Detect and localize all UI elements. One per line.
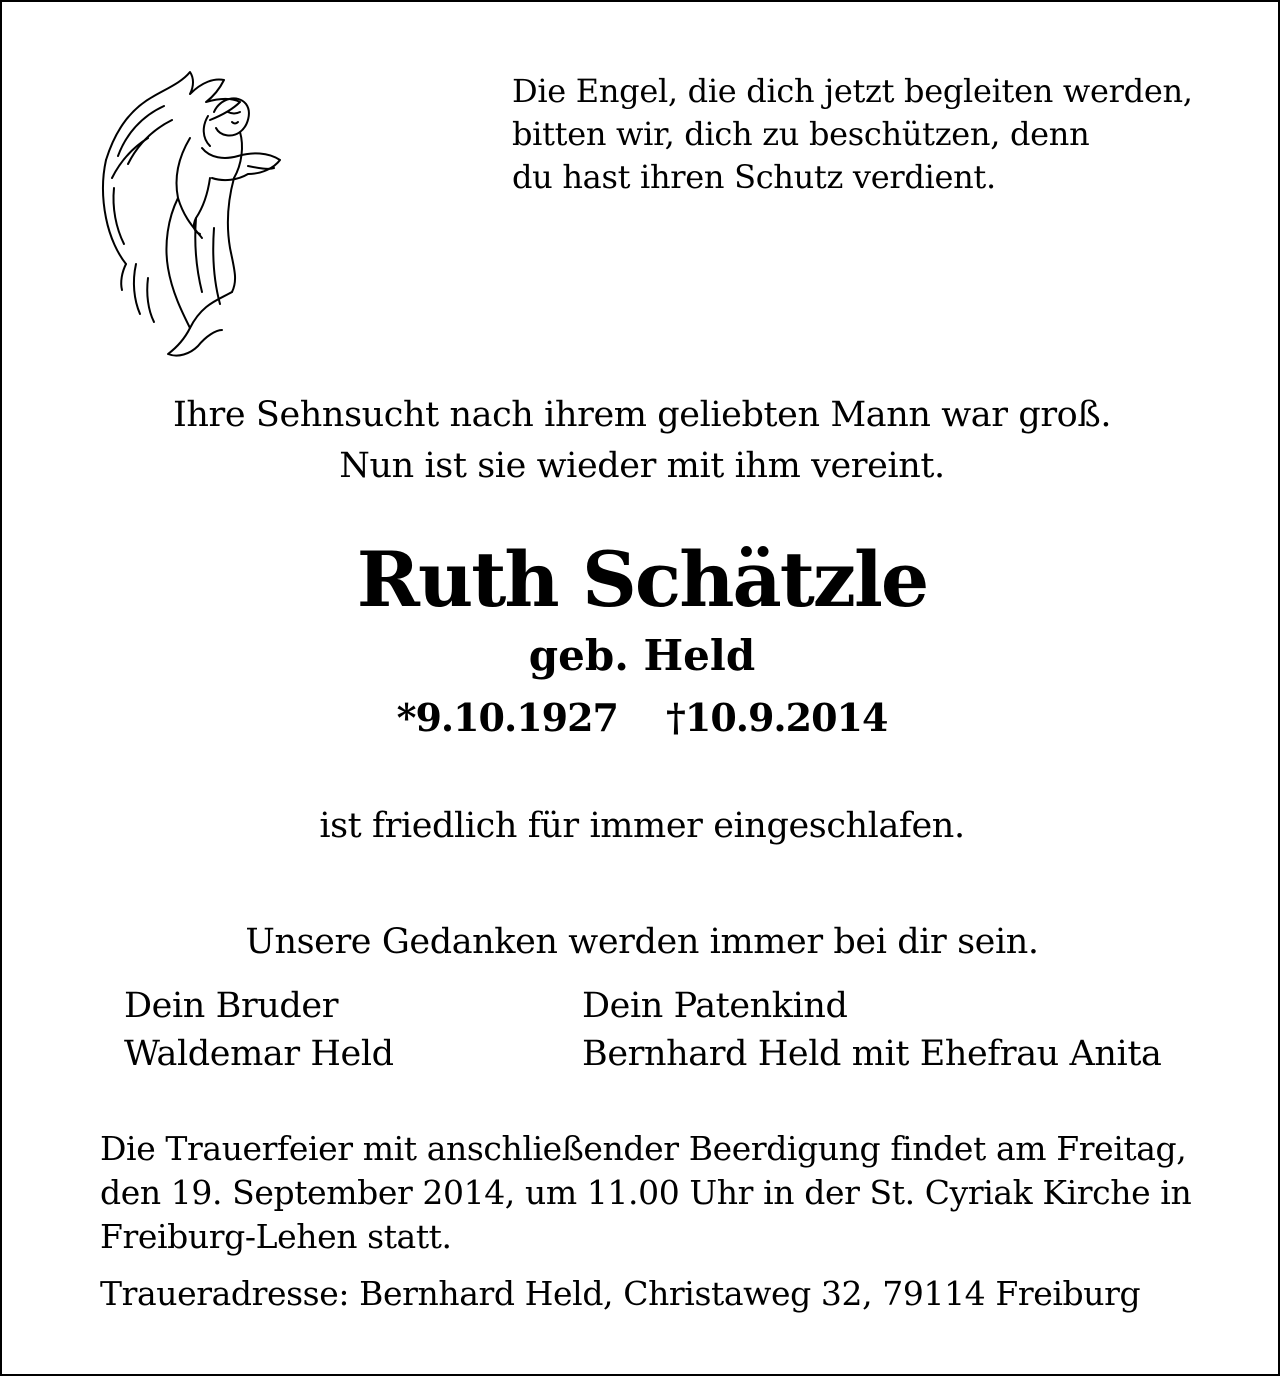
intro-text	[2, 390, 1280, 492]
poem-line: du hast ihren Schutz verdient.	[512, 158, 996, 196]
mourner-brother	[124, 982, 394, 1078]
mourner-relation: Dein Patenkind	[582, 986, 848, 1026]
funeral-service-info	[100, 1127, 1200, 1259]
mourner-name: Bernhard Held mit Ehefrau Anita	[582, 1034, 1162, 1074]
mourner-name: Waldemar Held	[124, 1034, 394, 1074]
mourner-godchild	[582, 982, 1161, 1078]
poem-line: bitten wir, dich zu beschützen, denn	[512, 115, 1090, 153]
deceased-name: Ruth Schätzle	[356, 535, 928, 624]
service-line: Freiburg-Lehen statt.	[100, 1217, 452, 1256]
death-date: †10.9.2014	[666, 695, 888, 740]
statement: ist friedlich für immer eingeschlafen.	[319, 806, 965, 846]
birth-date: *9.10.1927	[396, 695, 618, 740]
intro-line: Nun ist sie wieder mit ihm vereint.	[339, 446, 945, 486]
angel-icon	[98, 68, 294, 364]
maiden-name: geb. Held	[528, 631, 756, 680]
mourning-address: Traueradresse: Bernhard Held, Christaweg 32, 79114 Freiburg	[100, 1274, 1141, 1313]
mourner-relation: Dein Bruder	[124, 986, 339, 1026]
service-line: Die Trauerfeier mit anschließender Beerdigung findet am Freitag,	[100, 1129, 1187, 1168]
intro-line: Ihre Sehnsucht nach ihrem geliebten Mann war groß.	[172, 395, 1112, 435]
poem-line: Die Engel, die dich jetzt begleiten werden,	[512, 72, 1193, 110]
poem	[512, 70, 1252, 199]
life-dates	[2, 692, 1280, 744]
thoughts-line: Unsere Gedanken werden immer bei dir sein.	[245, 922, 1039, 962]
service-line: den 19. September 2014, um 11.00 Uhr in der St. Cyriak Kirche in	[100, 1173, 1192, 1212]
